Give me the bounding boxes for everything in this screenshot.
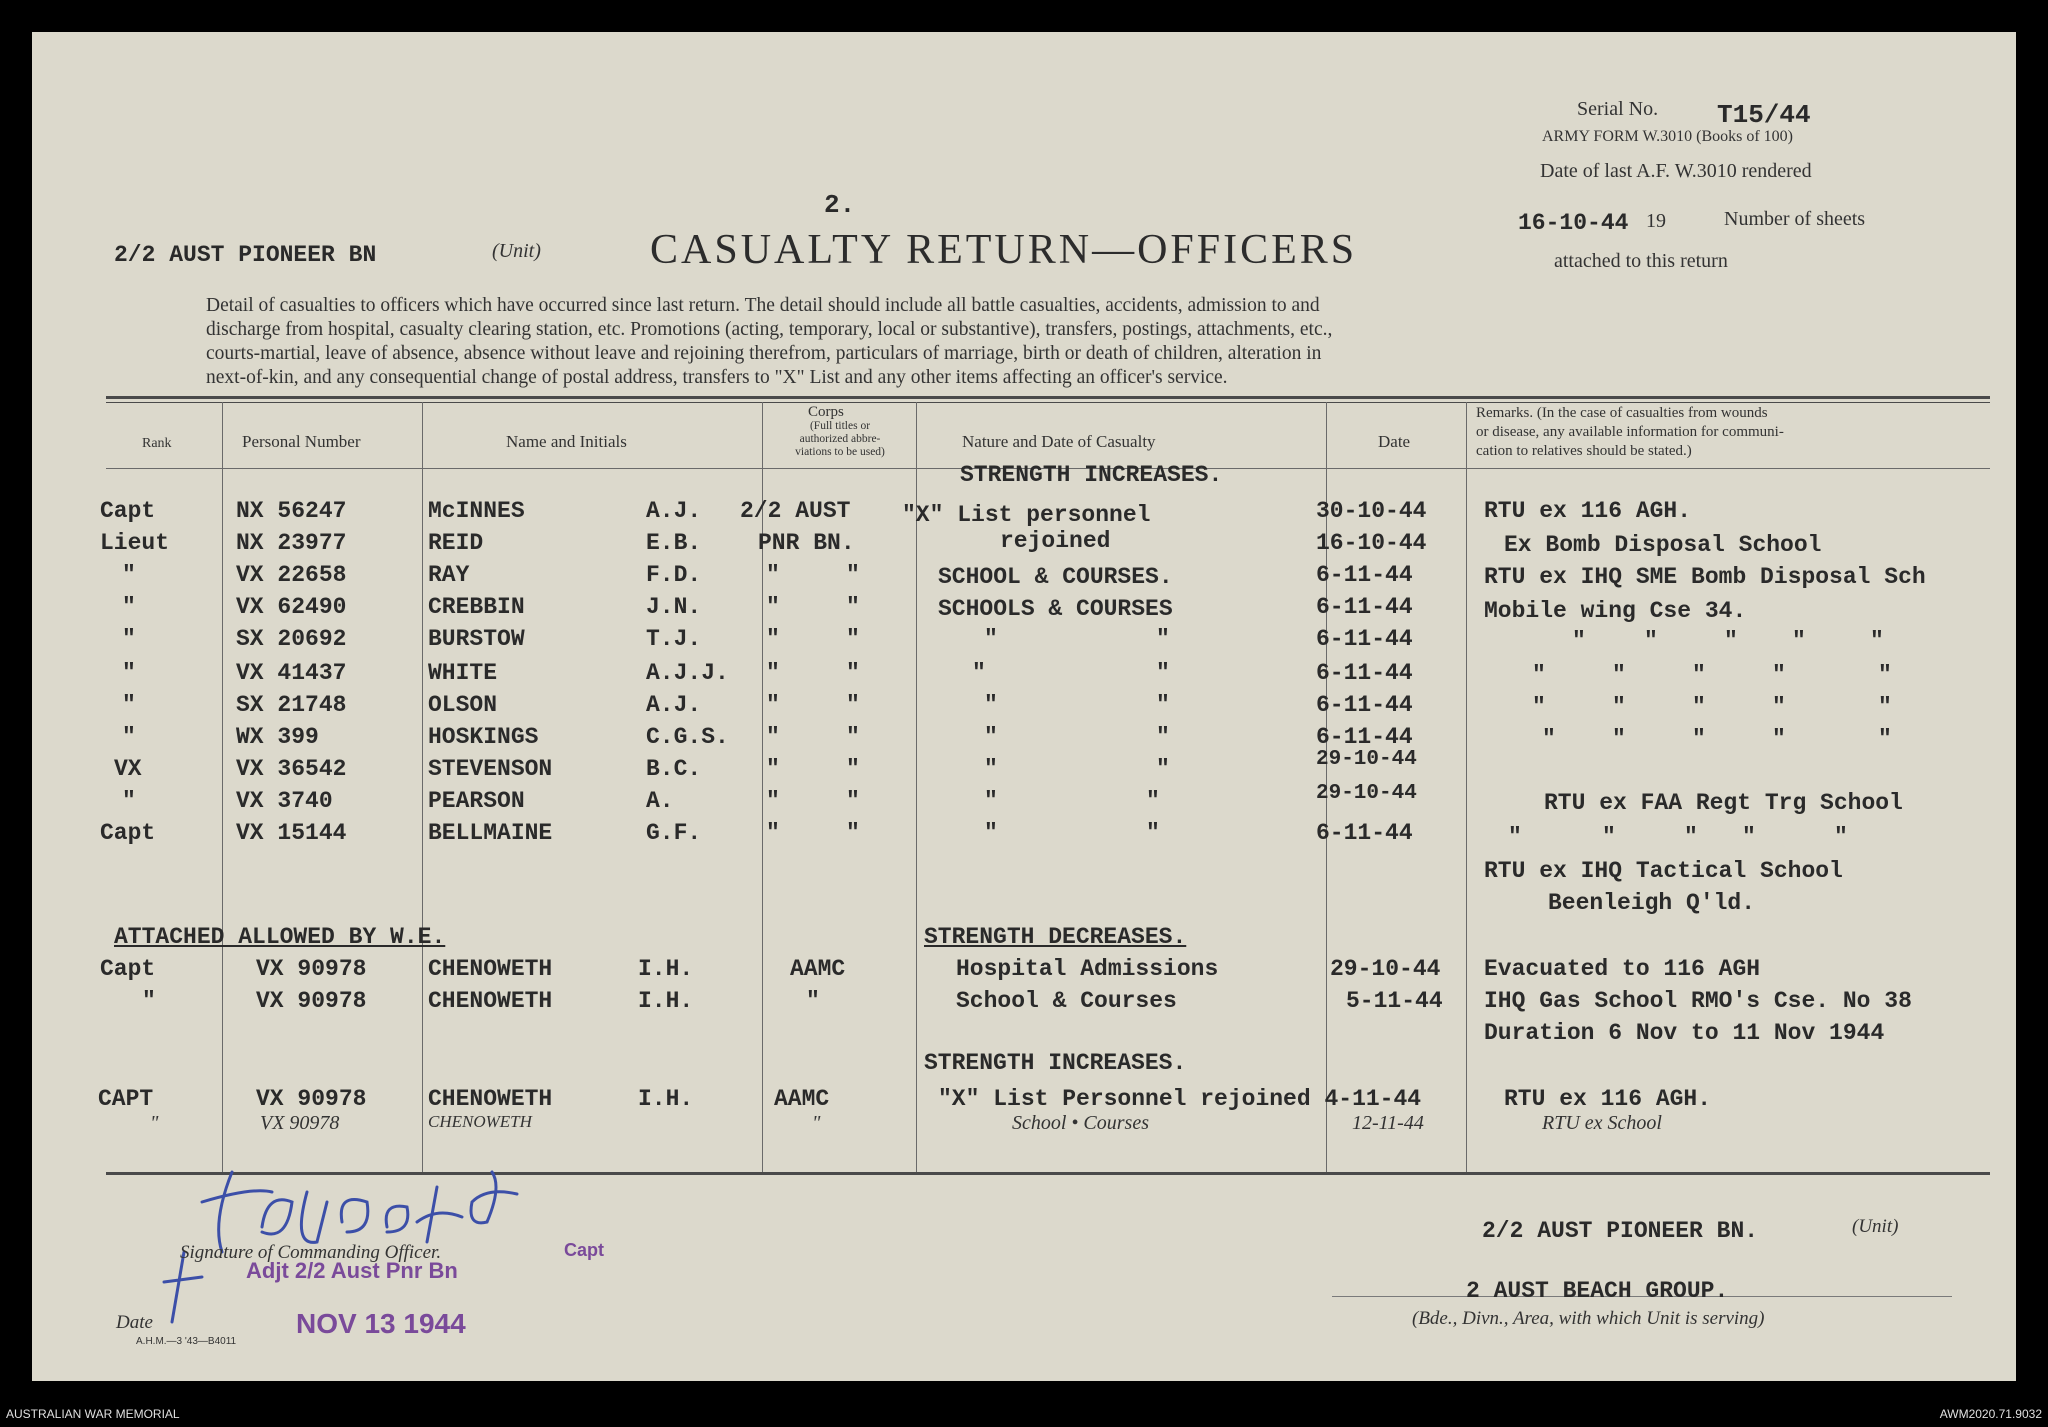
ditto-mark: " bbox=[1508, 824, 1522, 850]
corps-line-1: 2/2 AUST bbox=[740, 498, 851, 524]
ditto-mark: " bbox=[1792, 628, 1806, 654]
date-cell: 29-10-44 bbox=[1316, 782, 1417, 805]
remark-bomb: Ex Bomb Disposal School bbox=[1504, 532, 1822, 558]
handwritten-nature: School • Courses bbox=[1012, 1112, 1150, 1134]
col-divider bbox=[222, 402, 223, 1172]
col-divider bbox=[1466, 402, 1467, 1172]
ditto-mark: " bbox=[1156, 660, 1170, 686]
corps-cell: " bbox=[806, 988, 820, 1014]
ditto-mark: " bbox=[972, 660, 986, 686]
strength-increases-heading-2: STRENGTH INCREASES. bbox=[924, 1050, 1187, 1076]
initials-cell: J.N. bbox=[646, 594, 702, 620]
number-cell: VX 36542 bbox=[236, 756, 347, 782]
instruction-line: courts-martial, leave of absence, absence without leave and rejoining therefrom, particulars of marriage, birth or death of children, alteration in bbox=[206, 343, 1322, 364]
name-cell: BURSTOW bbox=[428, 626, 525, 652]
nature-x-list: "X" List personnel bbox=[902, 502, 1151, 528]
initials-cell: I.H. bbox=[638, 956, 694, 982]
initials-cell: I.H. bbox=[638, 1086, 694, 1112]
footer-unit: 2/2 AUST PIONEER BN. bbox=[1482, 1218, 1759, 1244]
date-cell: 6-11-44 bbox=[1316, 562, 1413, 588]
date-cell: 29-10-44 bbox=[1330, 956, 1441, 982]
stamp-unit: Adjt 2/2 Aust Pnr Bn bbox=[246, 1258, 458, 1283]
initials-cell: A.J. bbox=[646, 498, 702, 524]
handwritten-corps: " bbox=[812, 1112, 821, 1134]
strength-increases-heading: STRENGTH INCREASES. bbox=[960, 462, 1223, 488]
ditto-mark: " bbox=[766, 594, 780, 620]
date-cell: 30-10-44 bbox=[1316, 498, 1427, 524]
rank-cell: " bbox=[122, 788, 136, 814]
col-divider bbox=[422, 402, 423, 1172]
ditto-mark: " bbox=[1878, 726, 1892, 752]
ditto-mark: " bbox=[1156, 692, 1170, 718]
footer-bde-label: (Bde., Divn., Area, with which Unit is serving) bbox=[1412, 1308, 1765, 1329]
ditto-mark: " bbox=[1146, 820, 1160, 846]
ditto-mark: " bbox=[984, 626, 998, 652]
ditto-mark: " bbox=[846, 594, 860, 620]
ditto-mark: " bbox=[846, 756, 860, 782]
ditto-mark: " bbox=[1602, 824, 1616, 850]
year-prefix: 19 bbox=[1646, 210, 1666, 232]
nature-hospital: Hospital Admissions bbox=[956, 956, 1219, 982]
initials-cell: C.G.S. bbox=[646, 724, 729, 750]
ditto-mark: " bbox=[1572, 628, 1586, 654]
ditto-mark: " bbox=[1692, 726, 1706, 752]
stamp-rank: Capt bbox=[564, 1240, 604, 1260]
name-cell: PEARSON bbox=[428, 788, 525, 814]
number-cell: VX 62490 bbox=[236, 594, 347, 620]
number-cell: NX 23977 bbox=[236, 530, 347, 556]
rank-cell: Capt bbox=[100, 820, 156, 846]
ditto-mark: " bbox=[1644, 628, 1658, 654]
nature-school: SCHOOL & COURSES. bbox=[938, 564, 1173, 590]
rank-cell: " bbox=[122, 692, 136, 718]
ditto-mark: " bbox=[1684, 824, 1698, 850]
ditto-mark: " bbox=[1692, 694, 1706, 720]
sheets-label: Number of sheets bbox=[1724, 208, 1866, 230]
initials-cell: A. bbox=[646, 788, 674, 814]
nature-rejoined: rejoined bbox=[1000, 528, 1111, 554]
remark-faa: RTU ex FAA Regt Trg School bbox=[1544, 790, 1903, 816]
number-cell: VX 15144 bbox=[236, 820, 347, 846]
unit-label: (Unit) bbox=[492, 240, 541, 262]
initials-cell: B.C. bbox=[646, 756, 702, 782]
date-cell: 5-11-44 bbox=[1346, 988, 1443, 1014]
initials-cell: F.D. bbox=[646, 562, 702, 588]
handwritten-name: CHENOWETH bbox=[428, 1112, 532, 1131]
handwritten-date: 12-11-44 bbox=[1352, 1112, 1424, 1134]
rank-cell: VX bbox=[114, 756, 142, 782]
date-cell: 6-11-44 bbox=[1316, 594, 1413, 620]
ditto-mark: " bbox=[1878, 662, 1892, 688]
name-cell: CHENOWETH bbox=[428, 988, 553, 1014]
ditto-mark: " bbox=[1156, 626, 1170, 652]
ditto-mark: " bbox=[1612, 726, 1626, 752]
handwritten-rank: " bbox=[150, 1112, 159, 1134]
ditto-mark: " bbox=[1156, 724, 1170, 750]
ditto-mark: " bbox=[846, 724, 860, 750]
date-cell: 6-11-44 bbox=[1316, 660, 1413, 686]
ditto-mark: " bbox=[846, 692, 860, 718]
strength-decreases-heading: STRENGTH DECREASES. bbox=[924, 924, 1187, 950]
remark-mobile: Mobile wing Cse 34. bbox=[1484, 598, 1747, 624]
date-cell: 6-11-44 bbox=[1316, 692, 1413, 718]
rank-cell: Capt bbox=[100, 956, 156, 982]
ditto-mark: " bbox=[984, 756, 998, 782]
ditto-mark: " bbox=[1532, 662, 1546, 688]
remarks-header-line: cation to relatives should be stated.) bbox=[1476, 443, 1692, 459]
rank-cell: " bbox=[142, 988, 156, 1014]
corps-line-2: PNR BN. bbox=[758, 530, 855, 556]
col-header-name: Name and Initials bbox=[506, 432, 627, 451]
name-cell: RAY bbox=[428, 562, 470, 588]
name-cell: BELLMAINE bbox=[428, 820, 553, 846]
col-header-nature: Nature and Date of Casualty bbox=[962, 432, 1156, 451]
ditto-mark: " bbox=[1156, 756, 1170, 782]
number-cell: WX 399 bbox=[236, 724, 319, 750]
date-cell: 29-10-44 bbox=[1316, 748, 1417, 771]
ditto-mark: " bbox=[1612, 662, 1626, 688]
ditto-mark: " bbox=[984, 724, 998, 750]
ditto-mark: " bbox=[846, 788, 860, 814]
ditto-mark: " bbox=[846, 626, 860, 652]
ditto-mark: " bbox=[766, 660, 780, 686]
casualty-return-form bbox=[32, 32, 2016, 1381]
date-cell: 6-11-44 bbox=[1316, 724, 1413, 750]
ditto-mark: " bbox=[1772, 694, 1786, 720]
rank-cell: " bbox=[122, 626, 136, 652]
ditto-mark: " bbox=[1772, 726, 1786, 752]
instruction-line: Detail of casualties to officers which have occurred since last return. The detail should include all battle casualties, accidents, admission to and bbox=[206, 295, 1320, 316]
ditto-mark: " bbox=[1772, 662, 1786, 688]
attached-label: attached to this return bbox=[1554, 250, 1728, 272]
table-top-rule-thin bbox=[106, 402, 1990, 403]
credit-left: AUSTRALIAN WAR MEMORIAL bbox=[6, 1407, 180, 1421]
name-cell: REID bbox=[428, 530, 484, 556]
sheet-number: 2. bbox=[824, 190, 856, 220]
nature-school-courses: School & Courses bbox=[956, 988, 1177, 1014]
name-cell: HOSKINGS bbox=[428, 724, 539, 750]
name-cell: STEVENSON bbox=[428, 756, 553, 782]
ditto-mark: " bbox=[846, 562, 860, 588]
rank-cell: Lieut bbox=[100, 530, 170, 556]
initials-cell: A.J. bbox=[646, 692, 702, 718]
rank-cell: " bbox=[122, 594, 136, 620]
ditto-mark: " bbox=[1146, 788, 1160, 814]
remark-tactical: RTU ex IHQ Tactical School bbox=[1484, 858, 1843, 884]
print-code: A.H.M.—3 '43—B4011 bbox=[136, 1336, 237, 1347]
credit-right: AWM2020.71.9032 bbox=[1939, 1407, 2042, 1421]
handwritten-number: VX 90978 bbox=[260, 1112, 340, 1134]
name-cell: WHITE bbox=[428, 660, 498, 686]
nature-schools: SCHOOLS & COURSES bbox=[938, 596, 1173, 622]
col-header-rank: Rank bbox=[142, 436, 172, 451]
number-cell: VX 41437 bbox=[236, 660, 347, 686]
number-cell: VX 90978 bbox=[256, 1086, 367, 1112]
ditto-mark: " bbox=[766, 756, 780, 782]
ditto-mark: " bbox=[766, 626, 780, 652]
ditto-mark: " bbox=[766, 788, 780, 814]
form-title: CASUALTY RETURN—OFFICERS bbox=[650, 227, 1358, 273]
number-cell: VX 22658 bbox=[236, 562, 347, 588]
col-header-corps: Corps bbox=[808, 404, 844, 420]
remark-evacuated: Evacuated to 116 AGH bbox=[1484, 956, 1761, 982]
remark-gas-school: IHQ Gas School RMO's Cse. No 38 bbox=[1484, 988, 1912, 1014]
rank-cell: CAPT bbox=[98, 1086, 154, 1112]
instructions bbox=[206, 294, 1332, 390]
last-rendered-label: Date of last A.F. W.3010 rendered bbox=[1540, 160, 1812, 182]
commanding-officer-signature bbox=[142, 1132, 612, 1332]
signature-label: Signature of Commanding Officer. bbox=[180, 1242, 442, 1263]
ditto-mark: " bbox=[1724, 628, 1738, 654]
ditto-mark: " bbox=[1878, 694, 1892, 720]
number-cell: VX 90978 bbox=[256, 988, 367, 1014]
number-cell: VX 90978 bbox=[256, 956, 367, 982]
remarks-header-line: Remarks. (In the case of casualties from wounds bbox=[1476, 405, 1768, 421]
ditto-mark: " bbox=[1870, 628, 1884, 654]
col-header-corps-note bbox=[768, 420, 912, 459]
name-cell: McINNES bbox=[428, 498, 525, 524]
remark-rtu-116-last: RTU ex 116 AGH. bbox=[1504, 1086, 1712, 1112]
ditto-mark: " bbox=[984, 820, 998, 846]
ditto-mark: " bbox=[1692, 662, 1706, 688]
rank-cell: " bbox=[122, 562, 136, 588]
date-stamp: NOV 13 1944 bbox=[296, 1308, 466, 1339]
date-cell: 16-10-44 bbox=[1316, 530, 1427, 556]
ditto-mark: " bbox=[846, 820, 860, 846]
table-top-rule bbox=[106, 396, 1990, 399]
number-cell: VX 3740 bbox=[236, 788, 333, 814]
corps-cell: AAMC bbox=[774, 1086, 830, 1112]
date-label: Date bbox=[116, 1312, 153, 1333]
last-rendered-date: 16-10-44 bbox=[1518, 210, 1629, 236]
ditto-mark: " bbox=[1542, 726, 1556, 752]
instruction-line: next-of-kin, and any consequential change of postal address, transfers to "X" List and any other items affecting an officer's service. bbox=[206, 367, 1228, 388]
ditto-mark: " bbox=[1532, 694, 1546, 720]
corps-note-line: (Full titles or bbox=[809, 420, 871, 432]
remark-ihq-sme: RTU ex IHQ SME Bomb Disposal Sch bbox=[1484, 564, 1926, 590]
ditto-mark: " bbox=[1612, 694, 1626, 720]
ditto-mark: " bbox=[984, 692, 998, 718]
instruction-line: discharge from hospital, casualty clearing station, etc. Promotions (acting, temporary, local or substantive), transfers, postings, attachments, etc., bbox=[206, 319, 1333, 340]
number-cell: SX 21748 bbox=[236, 692, 347, 718]
ditto-mark: " bbox=[846, 660, 860, 686]
army-form-label: ARMY FORM W.3010 (Books of 100) bbox=[1542, 128, 1793, 145]
remarks-header-line: or disease, any available information for communi- bbox=[1476, 424, 1784, 440]
col-header-remarks bbox=[1476, 404, 1784, 461]
name-cell: CHENOWETH bbox=[428, 1086, 553, 1112]
ditto-mark: " bbox=[766, 820, 780, 846]
initials-cell: A.J.J. bbox=[646, 660, 729, 686]
ditto-mark: " bbox=[1834, 824, 1848, 850]
unit-value: 2/2 AUST PIONEER BN bbox=[114, 242, 377, 268]
nature-x-list-last: "X" List Personnel rejoined 4-11-44 bbox=[938, 1086, 1422, 1112]
corps-cell: AAMC bbox=[790, 956, 846, 982]
rank-cell: " bbox=[122, 724, 136, 750]
serial-value: T15/44 bbox=[1717, 100, 1811, 130]
ditto-mark: " bbox=[766, 724, 780, 750]
initials-cell: E.B. bbox=[646, 530, 702, 556]
footer-unit-label: (Unit) bbox=[1852, 1216, 1899, 1237]
initials-cell: T.J. bbox=[646, 626, 702, 652]
ditto-mark: " bbox=[1742, 824, 1756, 850]
remark-rtu-116: RTU ex 116 AGH. bbox=[1484, 498, 1692, 524]
handwritten-remarks: RTU ex School bbox=[1542, 1112, 1662, 1134]
corps-note-line: authorized abbre- bbox=[799, 433, 881, 445]
number-cell: NX 56247 bbox=[236, 498, 347, 524]
col-header-date: Date bbox=[1378, 432, 1411, 451]
col-header-number: Personal Number bbox=[242, 432, 361, 451]
name-cell: CHENOWETH bbox=[428, 956, 553, 982]
ditto-mark: " bbox=[766, 562, 780, 588]
ditto-mark: " bbox=[766, 692, 780, 718]
serial-label: Serial No. bbox=[1577, 98, 1659, 120]
number-cell: SX 20692 bbox=[236, 626, 347, 652]
date-cell: 6-11-44 bbox=[1316, 820, 1413, 846]
initials-cell: G.F. bbox=[646, 820, 702, 846]
date-cell: 6-11-44 bbox=[1316, 626, 1413, 652]
initials-cell: I.H. bbox=[638, 988, 694, 1014]
rank-cell: " bbox=[122, 660, 136, 686]
name-cell: OLSON bbox=[428, 692, 498, 718]
remark-beenleigh: Beenleigh Q'ld. bbox=[1548, 890, 1756, 916]
attached-heading: ATTACHED ALLOWED BY W.E. bbox=[114, 924, 446, 950]
remark-duration: Duration 6 Nov to 11 Nov 1944 bbox=[1484, 1020, 1885, 1046]
name-cell: CREBBIN bbox=[428, 594, 525, 620]
ditto-mark: " bbox=[984, 788, 998, 814]
rank-cell: Capt bbox=[100, 498, 156, 524]
corps-note-line: viations to be used) bbox=[795, 446, 885, 458]
footer-bde: 2 AUST BEACH GROUP. bbox=[1466, 1278, 1729, 1304]
